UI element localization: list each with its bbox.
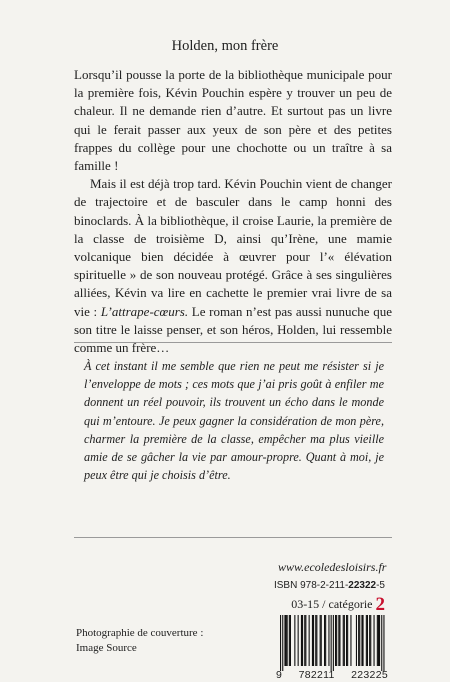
isbn-prefix: ISBN 978-2-211-: [273, 580, 349, 591]
barcode-bar: [383, 615, 384, 671]
book-quote: [84, 357, 384, 484]
quote-top-rule: [74, 342, 392, 343]
date-category: [258, 594, 385, 616]
barcode-bar: [344, 615, 345, 666]
barcode-bar: [287, 615, 288, 666]
barcode-bar: [335, 615, 336, 666]
barcode-bar: [290, 615, 291, 666]
barcode-right-group: 223225: [351, 669, 388, 681]
quote-bottom-rule: [74, 537, 392, 538]
barcode-bar: [301, 615, 302, 666]
barcode-bar: [320, 615, 321, 666]
credit-line-1: Photographie de couverture :: [76, 627, 204, 639]
barcode-bar: [377, 615, 378, 666]
barcode-bar: [379, 615, 380, 666]
book-title: Holden, mon frère: [171, 38, 279, 54]
barcode-bar: [298, 615, 299, 666]
barcode-bar: [286, 615, 287, 666]
barcode-bar: [358, 615, 359, 666]
barcode-bar: [381, 615, 382, 671]
barcode-bar: [315, 615, 316, 666]
barcode-bar: [338, 615, 339, 666]
barcode-bar: [302, 615, 303, 666]
isbn-number: [265, 580, 385, 591]
barcode-bar: [280, 615, 281, 671]
barcode-bar: [305, 615, 306, 666]
isbn-suffix: -5: [376, 580, 385, 591]
barcode-bar: [369, 615, 370, 666]
quote-text: À cet instant il me semble que rien ne peut me résister si je l’enveloppe de mots ; ces mots que j’ai pris goût à enfiler me donnent un réel pouvoir, ils trouvent un écho dans le monde qui m’entoure. Je peux gagner la considération de mon père, charmer la première de la classe, empêcher ma plus vieille amie de se gâcher la vie par amour-propre. Quant à moi, je peux être qui je choisis d’être.: [84, 359, 384, 483]
barcode-bar: [356, 615, 357, 666]
barcode-bar: [312, 615, 313, 666]
cover-credit: [76, 626, 203, 656]
summary-paragraph-1: Lorsqu’il pousse la porte de la bibliothèque municipale pour la première fois, Kévin Pouchin espère y trouver un peu de chaleur. Il ne demande rien d’autre. Et surtout pas un livre qui le ferait passer aux yeux de son père et des petites frappes du collège pour une chochotte ou un traître à sa famille !: [74, 67, 392, 174]
barcode-bar: [289, 615, 290, 666]
isbn-bold-part: 22322: [348, 580, 377, 591]
barcode-bar: [346, 615, 347, 666]
summary-paragraph-2-end: Le roman n’est pas aussi nunuche que son titre le laisse penser, et son héros, Holden, lui ressemble comme un frère…: [74, 303, 392, 356]
barcode-bar: [347, 615, 348, 666]
barcode-bar: [350, 615, 351, 666]
barcode-bar: [282, 615, 283, 671]
barcode-bar: [309, 615, 310, 666]
barcode-bar: [313, 615, 314, 666]
book-reference-title: L’attrape-cœurs.: [100, 303, 189, 319]
barcode-bar: [328, 615, 329, 666]
barcode-bar: [333, 615, 334, 671]
barcode-bar: [316, 615, 317, 666]
book-summary: [74, 66, 392, 357]
barcode-first-digit: 9: [276, 669, 283, 681]
category-number: 2: [375, 594, 385, 615]
publisher-website: www.ecoledesloisirs.fr: [278, 560, 387, 574]
barcode-bar: [359, 615, 360, 666]
barcode-bar: [361, 615, 362, 666]
barcode-bar: [367, 615, 368, 666]
barcode-bar: [339, 615, 340, 666]
date-category-text: 03-15 / catégorie: [291, 597, 373, 611]
credit-line-2: Image Source: [76, 642, 137, 654]
barcode-bar: [324, 615, 325, 666]
barcode-left-group: 782211: [298, 669, 335, 681]
barcode-digits: [276, 669, 388, 681]
barcode-bar: [374, 615, 375, 666]
barcode-bar: [331, 615, 332, 671]
barcode-bar: [294, 615, 295, 666]
barcode-bars: [276, 615, 388, 671]
barcode-bar: [325, 615, 326, 666]
summary-paragraph-2: [74, 175, 392, 357]
barcode-bar: [343, 615, 344, 666]
barcode-bar: [304, 615, 305, 666]
barcode-bar: [366, 615, 367, 666]
barcode-bar: [378, 615, 379, 666]
summary-paragraph-2-text: Mais il est déjà trop tard. Kévin Pouchin vient de changer de trajectoire et de basculer dans le camp honni des binoclards. À la bibliothèque, il croise Laurie, la première de la classe de troisième D, ainsi qu’Irène, une mamie volcanique bien décidée à œuvrer pour l’« élévation spirituelle » de son nouveau protégé. Grâce à ses singulières alliées, Kévin va lire en cachette le premier vrai livre de sa vie :: [74, 176, 392, 319]
barcode-bar: [370, 615, 371, 666]
barcode-bar: [284, 615, 285, 666]
barcode-bar: [321, 615, 322, 666]
barcode-bar: [336, 615, 337, 666]
barcode-bar: [363, 615, 364, 666]
barcode: [276, 615, 388, 681]
